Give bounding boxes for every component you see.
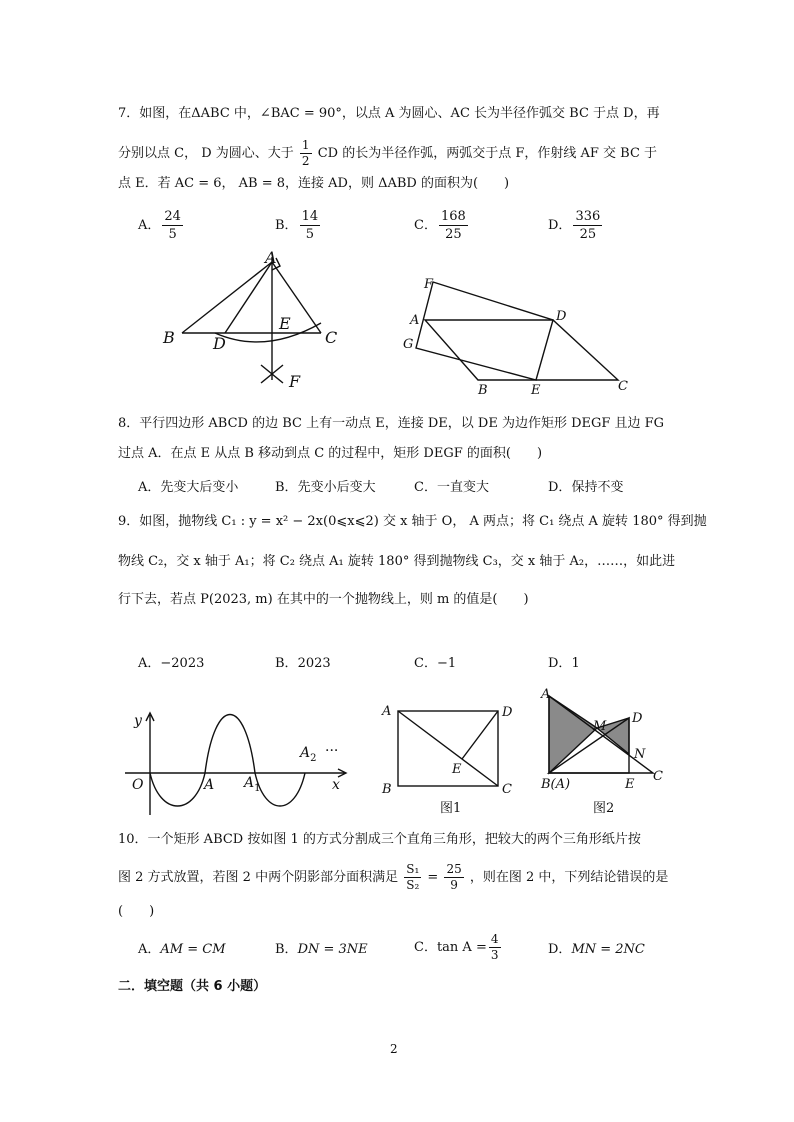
label-a1: $A_1$: [244, 775, 261, 794]
q7-line3: 点 E．若 AC = 6， AB = 8，连接 AD，则 ΔABD 的面积为( ): [118, 176, 510, 191]
q7-half-fraction: $\frac{1}{2}$: [301, 138, 310, 168]
label-f: F: [424, 277, 434, 292]
q10-option-c: C．tan A = $\frac{4}{3}$: [414, 932, 499, 962]
q9-line1: 9．如图，抛物线 C₁ : y = x² − 2x(0⩽x⩽2) 交 x 轴于 O， A 两点；将 C₁ 绕点 A 旋转 180° 得到抛: [118, 514, 707, 529]
q10-line1: 10．一个矩形 ABCD 按如图 1 的方式分割成三个直角三角形，把较大的两个三角形纸片按: [118, 832, 641, 847]
label-b-a: B(A): [541, 777, 571, 792]
q10-line2b: ，则在图 2 中，下列结论错误的是: [469, 870, 669, 885]
label-d: D: [502, 705, 513, 720]
label-y: y: [134, 713, 142, 729]
q8-figure: [398, 270, 638, 400]
q9-option-c: C．−1: [414, 656, 457, 671]
q7-figure: [155, 245, 355, 395]
q10-option-a: A．AM = CM: [138, 942, 226, 957]
label-b: B: [478, 383, 488, 398]
label-e: E: [279, 314, 291, 333]
label-c: C: [618, 379, 628, 394]
q7-option-b: B． $\frac{14}{5}$: [275, 209, 319, 242]
q9-option-b: B．2023: [275, 656, 331, 671]
q8-line2: 过点 A．在点 E 从点 B 移动到点 C 的过程中，矩形 DEGF 的面积( ): [118, 446, 543, 461]
q7-line2a: 分别以点 C， D 为圆心、大于: [118, 146, 294, 161]
q8-option-d: D．保持不变: [548, 480, 624, 495]
q8-option-a: A．先变大后变小: [138, 480, 239, 495]
q10-figure1: [378, 700, 528, 820]
q10-line2a: 图 2 方式放置，若图 2 中两个阴影部分面积满足: [118, 870, 399, 885]
label-a: A: [204, 777, 215, 793]
q10-line2: [118, 862, 668, 893]
segment-de: [462, 711, 498, 759]
q9-option-d: D．1: [548, 656, 580, 671]
parabola-c2: [205, 715, 255, 774]
shaded-s1: [549, 696, 597, 773]
label-b: B: [382, 782, 392, 797]
segment-ad: [225, 262, 272, 333]
q9-option-a: A．−2023: [138, 656, 205, 671]
label-a2: $A_2$: [300, 745, 317, 764]
q10-figure2: [535, 686, 675, 821]
q7-line1: 7．如图，在ΔABC 中，∠BAC = 90°，以点 A 为圆心、AC 长为半径作弧交 BC 于点 D，再: [118, 106, 660, 121]
q10-option-d: D．MN = 2NC: [548, 942, 645, 957]
parallelogram-abcd: [425, 320, 618, 380]
q9-line2: 物线 C₂，交 x 轴于 A₁；将 C₂ 绕点 A₁ 旋转 180° 得到抛物线 C₃，交 x 轴于 A₂，……，如此进: [118, 554, 676, 569]
label-d: D: [213, 334, 226, 353]
q7-line2: [118, 138, 657, 169]
label-a: A: [382, 704, 392, 719]
label-d: D: [632, 711, 643, 726]
label-c: C: [653, 769, 663, 784]
q7-option-c: C． $\frac{168}{25}$: [414, 209, 466, 242]
label-x: x: [332, 777, 340, 793]
label-e: E: [625, 777, 635, 792]
rectangle-degf: [416, 282, 553, 380]
label-b: B: [163, 328, 175, 347]
q8-option-c: C．一直变大: [414, 480, 489, 495]
segment-ab: [182, 262, 272, 333]
q10-line3: ( ): [118, 904, 155, 919]
q9-line3: 行下去，若点 P(2023, m) 在其中的一个抛物线上，则 m 的值是( ): [118, 592, 529, 607]
label-n: N: [634, 747, 646, 762]
label-a: A: [265, 248, 277, 267]
q8-option-b: B．先变小后变大: [275, 480, 376, 495]
q10-value-ratio: $\frac{25}{9}$: [446, 862, 462, 892]
label-a: A: [410, 313, 420, 328]
parabola-c3: [255, 773, 305, 806]
diagonal-ac: [398, 711, 498, 786]
q7-option-d: D． $\frac{336}{25}$: [548, 209, 601, 242]
caption-fig2: 图2: [593, 801, 615, 816]
label-m: M: [593, 719, 607, 734]
label-e: E: [531, 383, 541, 398]
label-dots: ···: [325, 743, 339, 759]
q10-option-b: B．DN = 3NE: [275, 942, 368, 957]
section-title: 二．填空题（共 6 小题）: [118, 979, 267, 994]
q7-option-a: A． $\frac{24}{5}$: [138, 209, 181, 242]
label-o: O: [132, 777, 144, 793]
parabola-c1: [150, 773, 205, 806]
label-g: G: [403, 337, 414, 352]
page-number: 2: [390, 1042, 398, 1056]
q8-line1: 8．平行四边形 ABCD 的边 BC 上有一动点 E，连接 DE，以 DE 为边作矩形 DEGF 且边 FG: [118, 416, 665, 431]
label-c: C: [502, 782, 512, 797]
q9-figure: [120, 705, 360, 815]
q10-equals: =: [427, 870, 439, 885]
q10-s-ratio: $\frac{\text{S₁}}{\text{S₂}}$: [406, 862, 420, 892]
label-e: E: [452, 762, 462, 777]
caption-fig1: 图1: [440, 801, 462, 816]
label-d: D: [556, 309, 567, 324]
label-a: A: [541, 687, 551, 702]
q7-line2b: CD 的长为半径作弧，两弧交于点 F，作射线 AF 交 BC 于: [317, 146, 658, 161]
label-f: F: [289, 372, 301, 391]
label-c: C: [325, 328, 338, 347]
